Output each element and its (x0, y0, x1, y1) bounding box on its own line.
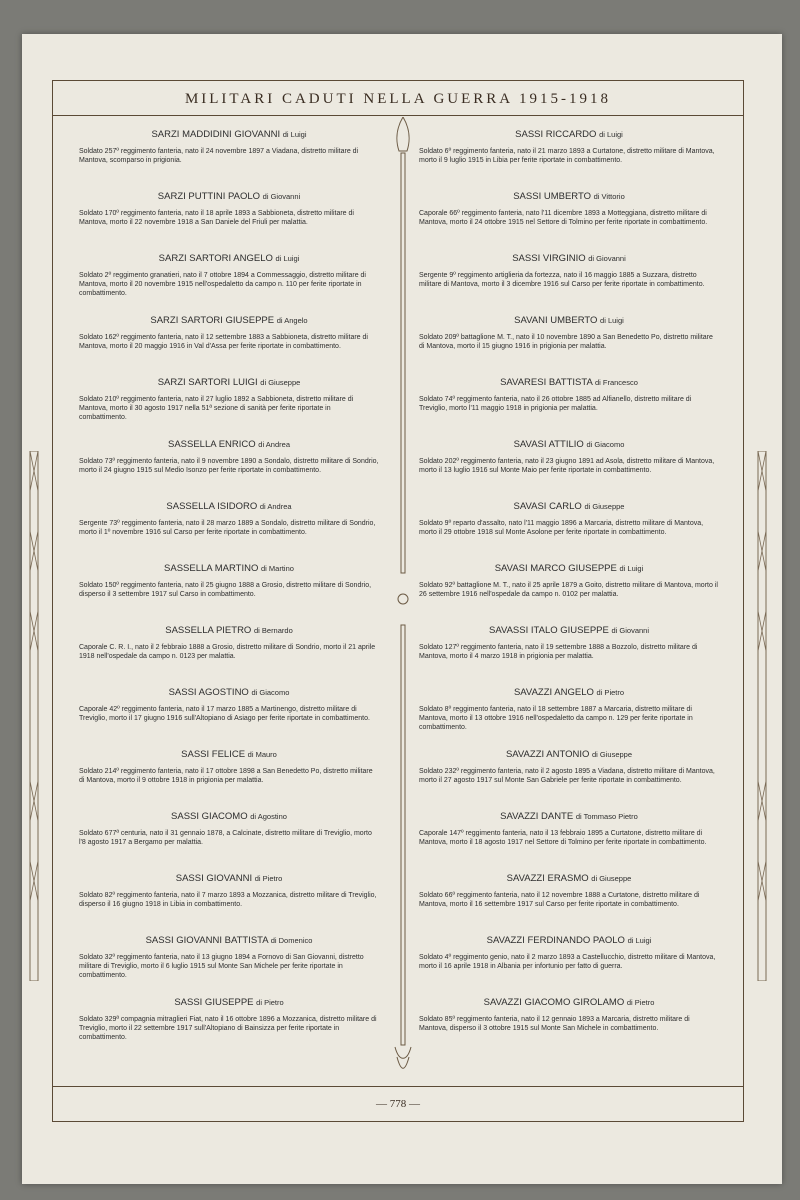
entry (419, 125, 719, 187)
entry-description: Sergente 9º reggimento artiglieria da fortezza, nato il 16 maggio 1885 a Suzzara, distretto militare di Mantova, morto il 3 dicembre 1916 sul Carso per ferite riportate in combattimento. (419, 272, 705, 288)
entry (79, 683, 379, 745)
entry-name: SAVAZZI GIACOMO GIROLAMO di Pietro (483, 997, 655, 1008)
entry-description: Soldato 73º reggimento fanteria, nato il 9 novembre 1890 a Sondalo, distretto militare di Sondrio, morto il 24 giugno 1915 sul Medio Isonzo per ferite riportate in combattimento. (79, 458, 379, 474)
entry-name: SASSELLA ENRICO di Andrea (168, 439, 290, 450)
entry-description: Soldato 214º reggimento fanteria, nato il 17 ottobre 1898 a San Benedetto Po, distretto militare di Mantova, morto il 9 ottobre 1918 in prigionia per malattia. (79, 768, 373, 784)
entry (419, 993, 719, 1055)
entry-name: SAVASI ATTILIO di Giacomo (513, 439, 625, 450)
entry-description: Soldato 677ª centuria, nato il 31 gennaio 1878, a Calcinate, distretto militare di Treviglio, morto l'8 agosto 1917 a Bergamo per malattia. (79, 830, 372, 846)
entry (419, 745, 719, 807)
entry (419, 311, 719, 373)
entry-name: SAVASI CARLO di Giuseppe (513, 501, 625, 512)
entry (79, 249, 379, 311)
entry-name: SAVAZZI FERDINANDO PAOLO di Luigi (486, 935, 652, 946)
entry-description: Soldato 8º reggimento fanteria, nato il 18 settembre 1887 a Marcaria, distretto militare di Mantova, morto il 13 ottobre 1916 nell'ospedaletto da campo n. 129 per ferite riportate in combattimento. (419, 706, 693, 731)
entry-name: SASSELLA MARTINO di Martino (164, 563, 294, 574)
entry (419, 187, 719, 249)
left-pillar-ornament (27, 451, 41, 981)
entry (79, 559, 379, 621)
page-title: MILITARI CADUTI NELLA GUERRA 1915-1918 (53, 81, 743, 116)
entry (79, 435, 379, 497)
entry (79, 869, 379, 931)
entry-description: Soldato 127º reggimento fanteria, nato il 19 settembre 1888 a Bozzolo, distretto militare di Mantova, morto il 4 marzo 1918 in prigionia per malattia. (419, 644, 698, 660)
entry-description: Soldato 170º reggimento fanteria, nato il 18 aprile 1893 a Sabbioneta, distretto militare di Mantova, morto il 22 novembre 1918 a San Daniele del Friuli per malattia. (79, 210, 354, 226)
entry-description: Soldato 257º reggimento fanteria, nato il 24 novembre 1897 a Viadana, distretto militare di Mantova, scomparso in prigionia. (79, 148, 359, 164)
entry (419, 807, 719, 869)
entry-description: Soldato 232º reggimento fanteria, nato il 2 agosto 1895 a Viadana, distretto militare di Mantova, morto il 27 agosto 1917 sul Monte San Gabriele per ferite riportate in combattimento. (419, 768, 715, 784)
entry-description: Caporale 42º reggimento fanteria, nato il 17 marzo 1885 a Martinengo, distretto militare di Treviglio, morto il 17 giugno 1916 sull'Altopiano di Asiago per ferite riportate in combattimento. (79, 706, 370, 722)
entry-name: SASSI GIOVANNI BATTISTA di Domenico (145, 935, 313, 946)
entry-name: SASSI VIRGINIO di Giovanni (512, 253, 626, 264)
entry (79, 373, 379, 435)
entry (79, 311, 379, 373)
entry (79, 931, 379, 993)
entry-name: SAVAZZI ANTONIO di Giuseppe (505, 749, 633, 760)
entry-name: SARZI SARTORI GIUSEPPE di Angelo (150, 315, 308, 326)
entry-name: SASSI UMBERTO di Vittorio (513, 191, 625, 202)
entry-name: SASSI FELICE di Mauro (181, 749, 277, 760)
entry-name: SAVAZZI ANGELO di Pietro (513, 687, 625, 698)
page-sheet (22, 34, 782, 1184)
entry-name: SAVAZZI ERASMO di Giuseppe (506, 873, 632, 884)
entry-description: Soldato 2º reggimento granatieri, nato il 7 ottobre 1894 a Commessaggio, distretto militare di Mantova, morto il 20 novembre 1915 nell'ospedaletto da campo n. 110 per ferite riportate in combattimento. (79, 272, 366, 297)
entry-name: SASSI GIUSEPPE di Pietro (174, 997, 284, 1008)
entry-description: Soldato 4º reggimento genio, nato il 2 marzo 1893 a Castellucchio, distretto militare di Mantova, morto il 16 aprile 1918 in Albania per infortunio per fatto di guerra. (419, 954, 716, 970)
entry-description: Soldato 66º reggimento fanteria, nato il 12 novembre 1888 a Curtatone, distretto militare di Mantova, morto il 16 settembre 1917 sul Carso per ferite riportate in combattimento. (419, 892, 700, 908)
entry-description: Soldato 329ª compagnia mitraglieri Fiat, nato il 16 ottobre 1896 a Mozzanica, distretto militare di Treviglio, morto il 22 settembre 1917 sull'Altopiano di Bainsizza per ferite riportate in combattimento. (79, 1016, 377, 1041)
entry-name: SASSI AGOSTINO di Giacomo (168, 687, 290, 698)
entry-description: Caporale 147º reggimento fanteria, nato il 13 febbraio 1895 a Curtatone, distretto militare di Mantova, morto il 18 agosto 1917 nel Settore di Tolmino per ferite riportate in combattimento. (419, 830, 707, 846)
entry-description: Sergente 73º reggimento fanteria, nato il 28 marzo 1889 a Sondalo, distretto militare di Sondrio, morto il 1º novembre 1916 sul Carso per ferite riportate in combattimento. (79, 520, 376, 536)
entry (419, 373, 719, 435)
entry-name: SASSI GIACOMO di Agostino (171, 811, 287, 822)
entry-description: Soldato 209º battaglione M. T., nato il 10 novembre 1890 a San Benedetto Po, distretto militare di Mantova, morto il 15 giugno 1916 in prigionia per malattia. (419, 334, 713, 350)
entry (419, 435, 719, 497)
entry-description: Caporale C. R. I., nato il 2 febbraio 1888 a Grosio, distretto militare di Sondrio, morto il 21 aprile 1918 nell'ospedale da campo n. 0123 per malattia. (79, 644, 376, 660)
entry-name: SASSELLA PIETRO di Bernardo (165, 625, 293, 636)
entry-name: SARZI SARTORI LUIGI di Giuseppe (157, 377, 301, 388)
torch-ornament (393, 117, 413, 1087)
entry-description: Soldato 85º reggimento fanteria, nato il 12 gennaio 1893 a Marcaria, distretto militare di Mantova, disperso il 3 ottobre 1915 sul Monte San Michele in combattimento. (419, 1016, 690, 1032)
entry-name: SAVANI UMBERTO di Luigi (514, 315, 624, 326)
entry-description: Soldato 210º reggimento fanteria, nato il 27 luglio 1892 a Sabbioneta, distretto militare di Mantova, morto il 30 agosto 1917 nella 51ª sezione di sanità per ferite riportate in combattimento. (79, 396, 354, 421)
entry-name: SASSELLA ISIDORO di Andrea (166, 501, 292, 512)
entry (419, 497, 719, 559)
page-frame (52, 80, 744, 1122)
right-pillar-ornament (755, 451, 769, 981)
entry-description: Soldato 150º reggimento fanteria, nato il 25 giugno 1888 a Grosio, distretto militare di Sondrio, disperso il 3 settembre 1917 sul Carso in combattimento. (79, 582, 372, 598)
entry-name: SASSI GIOVANNI di Pietro (175, 873, 283, 884)
entry (79, 807, 379, 869)
left-column (79, 125, 379, 1055)
entry (79, 125, 379, 187)
entry (419, 249, 719, 311)
entry-description: Soldato 6º reggimento fanteria, nato il 21 marzo 1893 a Curtatone, distretto militare di Mantova, morto il 9 luglio 1915 in Libia per ferite riportate in combattimento. (419, 148, 715, 164)
entry-name: SAVAZZI DANTE di Tommaso Pietro (500, 811, 638, 822)
entry-name: SAVASI MARCO GIUSEPPE di Luigi (494, 563, 644, 574)
entry-name: SARZI SARTORI ANGELO di Luigi (158, 253, 300, 264)
entry-description: Soldato 82º reggimento fanteria, nato il 7 marzo 1893 a Mozzanica, distretto militare di Treviglio, disperso il 16 giugno 1918 in Libia in combattimento. (79, 892, 377, 908)
entry (79, 187, 379, 249)
entry-description: Soldato 32º reggimento fanteria, nato il 13 giugno 1894 a Fornovo di San Giovanni, distretto militare di Treviglio, morto il 6 luglio 1915 sul Monte San Michele per ferite riportate in combattimento. (79, 954, 364, 979)
entry-description: Soldato 162º reggimento fanteria, nato il 12 settembre 1883 a Sabbioneta, distretto militare di Mantova, morto il 20 maggio 1916 in Val d'Assa per ferite riportate in combattimento. (79, 334, 368, 350)
page-number: — 778 — (53, 1086, 743, 1121)
entry (419, 869, 719, 931)
right-column (419, 125, 719, 1055)
entry (79, 497, 379, 559)
entry (419, 621, 719, 683)
entry-name: SAVARESI BATTISTA di Francesco (500, 377, 638, 388)
entry-name: SASSI RICCARDO di Luigi (515, 129, 623, 140)
entry-name: SAVASSI ITALO GIUSEPPE di Giovanni (488, 625, 650, 636)
entry-name: SARZI PUTTINI PAOLO di Giovanni (157, 191, 301, 202)
entry (419, 931, 719, 993)
entry-description: Soldato 202º reggimento fanteria, nato il 23 giugno 1891 ad Asola, distretto militare di Mantova, morto il 13 luglio 1916 sul Monte Maio per ferite riportate in combattimento. (419, 458, 715, 474)
entry-description: Soldato 92º battaglione M. T., nato il 25 aprile 1879 a Goito, distretto militare di Mantova, morto il 26 settembre 1916 nell'ospedale da campo n. 0102 per malattia. (419, 582, 718, 598)
entry (419, 559, 719, 621)
entry (79, 993, 379, 1055)
entry (419, 683, 719, 745)
entry (79, 621, 379, 683)
entry-description: Soldato 74º reggimento fanteria, nato il 26 ottobre 1885 ad Alfianello, distretto militare di Treviglio, morto l'11 maggio 1918 in prigionia per malattia. (419, 396, 692, 412)
entry-description: Soldato 9º reparto d'assalto, nato l'11 maggio 1896 a Marcaria, distretto militare di Mantova, morto il 29 ottobre 1918 sul Monte Asolone per ferite riportate in combattimento. (419, 520, 704, 536)
entry-name: SARZI MADDIDINI GIOVANNI di Luigi (151, 129, 307, 140)
entry-description: Caporale 66º reggimento fanteria, nato l'11 dicembre 1893 a Motteggiana, distretto militare di Mantova, morto il 24 ottobre 1915 nel Settore di Tolmino per ferite riportate in combattimento. (419, 210, 708, 226)
entry (79, 745, 379, 807)
